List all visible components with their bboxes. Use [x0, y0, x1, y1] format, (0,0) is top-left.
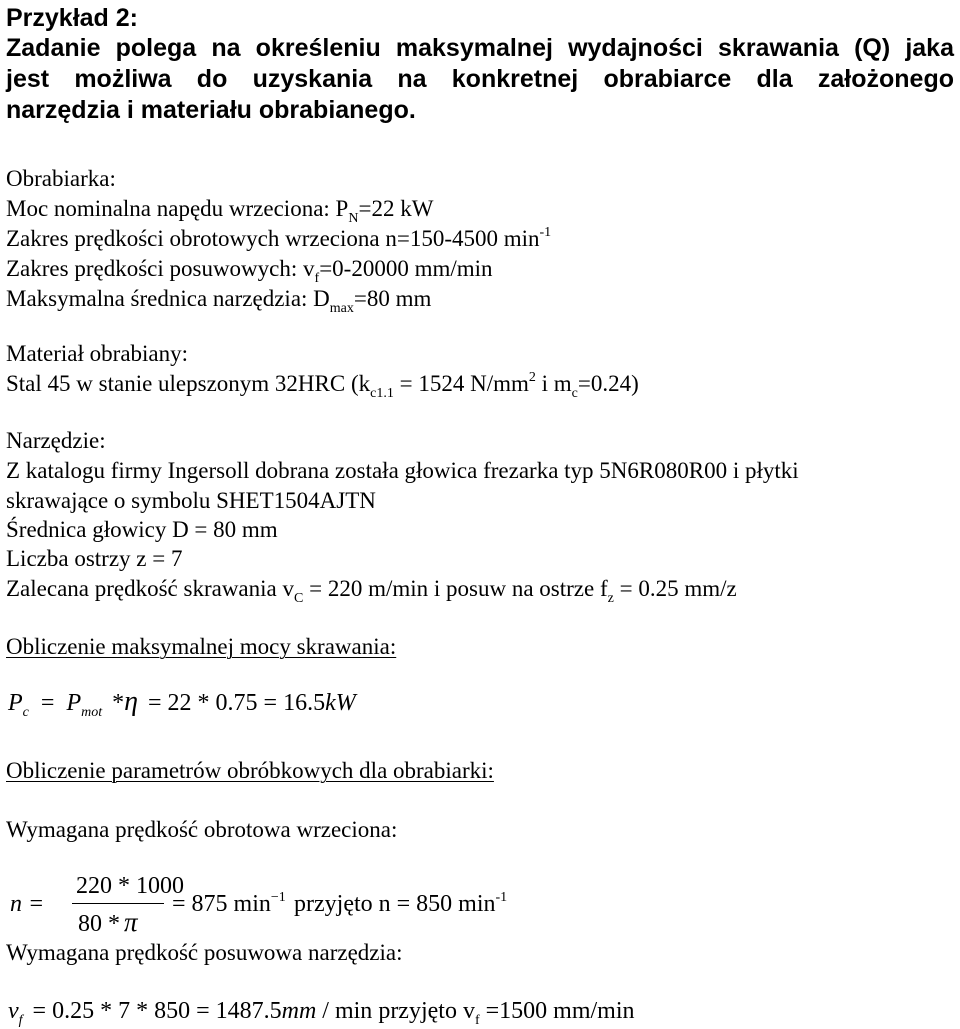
fraction-bar: [72, 903, 164, 904]
machine-feed-range: Zakres prędkości posuwowych: $v_f=0-20000$ mm/min: [6, 256, 493, 286]
power-equation: $P_c = P_{mot}$ *η = 22 * 0.75 = 16.5kW: [8, 686, 356, 720]
example-title: Przykład 2:: [6, 4, 139, 32]
n-denominator: 80 * π: [78, 907, 138, 937]
task-line-1: Zadanie polega na określeniu maksymalnej wydajności skrawania (Q) jaka: [6, 34, 954, 62]
machine-max-diameter: Maksymalna średnica narzędzia: $D_{max}=80$ mm: [6, 286, 432, 316]
tool-label: Narzędzie:: [6, 428, 106, 453]
feed-speed-label: Wymagana prędkość posuwowa narzędzia:: [6, 940, 403, 965]
spindle-speed-label: Wymagana prędkość obrotowa wrzeciona:: [6, 817, 398, 842]
tool-recommended-params: Zalecana prędkość skrawania $v_C = 220$ m/min i posuw na ostrze $f_z = 0.25$ mm/z: [6, 576, 737, 606]
material-label: Materiał obrabiany:: [6, 341, 189, 366]
tool-line-3: Średnica głowicy D = 80 mm: [6, 517, 278, 542]
machine-speed-range: Zakres prędkości obrotowych wrzeciona n=150-4500 $\min^{-1}$: [6, 225, 552, 251]
material-spec: Stal 45 w stanie ulepszonym 32HRC ($k_{c1.1} = 1524$ $N/mm^2$ i $m_c=0.24$): [6, 370, 639, 401]
n-numerator: 220 * 1000: [76, 873, 184, 899]
power-calc-label: Obliczenie maksymalnej mocy skrawania:: [6, 634, 397, 659]
task-line-3: narzędzia i materiału obrabianego.: [6, 96, 416, 124]
n-accepted: przyjęto n = 850 $\min^{-1}$: [294, 890, 508, 917]
n-result: = 875 $\min^{-1}$: [172, 890, 286, 917]
tool-line-1: Z katalogu firmy Ingersoll dobrana została głowica frezarka typ 5N6R080R00 i płytki: [6, 458, 799, 483]
tool-line-2: skrawające o symbolu SHET1504AJTN: [6, 488, 376, 513]
feed-equation: $v_f = 0.25 * 7 * 850 = 1487.5mm / \min$ przyjęto $v_f =1500$ mm/min: [8, 998, 635, 1028]
machine-power: Moc nominalna napędu wrzeciona: $P_N=22$ kW: [6, 196, 434, 226]
tool-line-4: Liczba ostrzy z = 7: [6, 546, 183, 571]
machine-label: Obrabiarka:: [6, 166, 116, 191]
params-label: Obliczenie parametrów obróbkowych dla obrabiarki:: [6, 758, 494, 783]
task-line-2: jest możliwa do uzyskania na konkretnej obrabiarce dla założonego: [6, 65, 954, 93]
n-lhs: n =: [10, 891, 45, 917]
